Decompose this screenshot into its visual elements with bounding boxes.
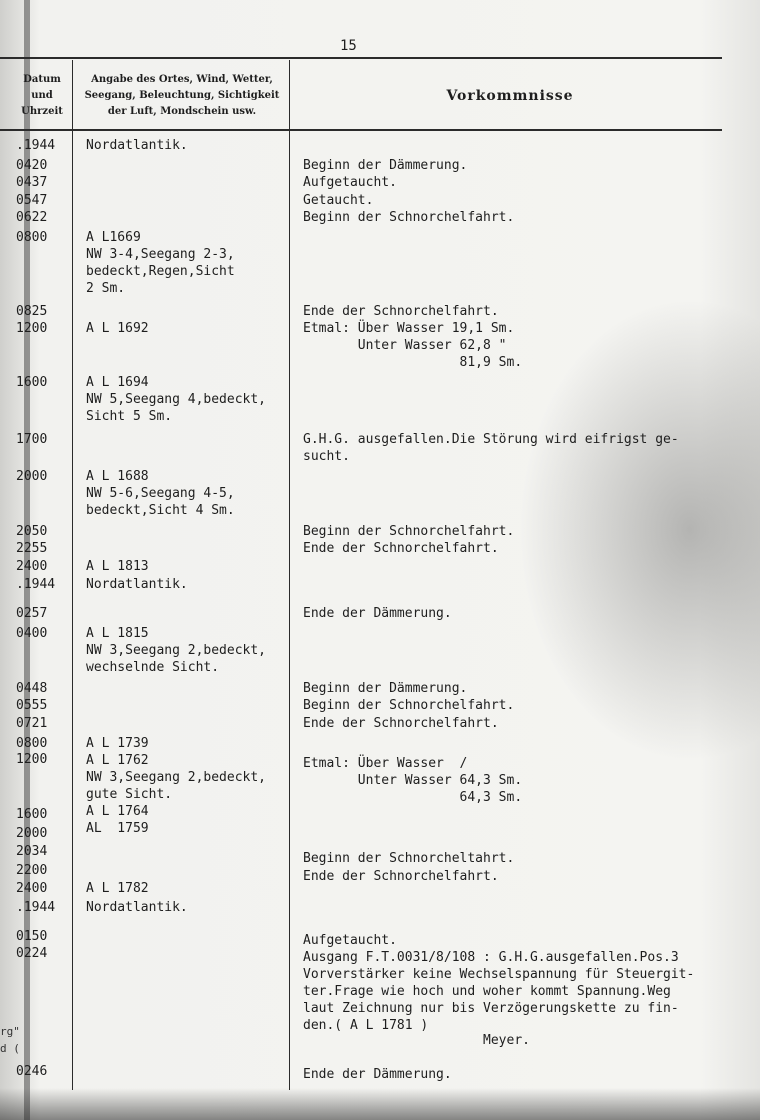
time-entry: 0721 [16, 716, 48, 731]
time-entry: 1200 [16, 321, 48, 336]
time-entry: 2000 [16, 469, 48, 484]
event-entry: Ende der Schnorchelfahrt. [303, 869, 499, 884]
time-entry: .1944 [16, 577, 56, 592]
place-entry: Nordatlantik. [86, 900, 188, 915]
time-entry: 0246 [16, 1064, 48, 1079]
event-entry: Beginn der Schnorchelfahrt. [303, 524, 515, 539]
event-entry: Getaucht. [303, 193, 374, 208]
time-entry: 0437 [16, 175, 48, 190]
time-entry: 0622 [16, 210, 48, 225]
time-entry: 0257 [16, 606, 48, 621]
time-entry: 0800 [16, 736, 48, 751]
header-date-time: Datum und Uhrzeit [21, 74, 63, 117]
event-entry: Beginn der Schnorchelfahrt. [303, 698, 515, 713]
event-entry: Etmal: Über Wasser 19,1 Sm. [303, 321, 515, 336]
column-divider-2 [289, 60, 290, 1090]
event-entry: Beginn der Schnorchelfahrt. [303, 210, 515, 225]
time-entry: 0555 [16, 698, 48, 713]
time-entry: 1700 [16, 432, 48, 447]
time-entry: 2034 [16, 844, 48, 859]
place-entry: A L 1815 NW 3,Seegang 2,bedeckt, wechselnde Sicht. [86, 626, 267, 675]
time-entry: 0547 [16, 193, 48, 208]
place-entry: A L 1739 A L 1762 NW 3,Seegang 2,bedeckt, gute Sicht. A L 1764 AL 1759 [86, 736, 267, 836]
time-entry: 0825 [16, 304, 48, 319]
time-entry: 2200 [16, 863, 48, 878]
header-place-weather: Angabe des Ortes, Wind, Wetter, Seegang, Beleuchtung, Sichtigkeit der Luft, Mondschein usw. [84, 74, 280, 117]
event-entry: Unter Wasser 62,8 " [303, 338, 507, 353]
time-entry: 0800 [16, 230, 48, 245]
event-entry: Beginn der Schnorcheltahrt. [303, 851, 515, 866]
time-entry: 0448 [16, 681, 48, 696]
time-entry: 0400 [16, 626, 48, 641]
time-entry: 2400 [16, 881, 48, 896]
place-entry: A L 1694 NW 5,Seegang 4,bedeckt, Sicht 5 Sm. [86, 375, 267, 424]
header-rule [0, 129, 722, 131]
page-number: 15 [340, 38, 357, 54]
event-entry: Ende der Schnorchelfahrt. [303, 541, 499, 556]
event-entry: Aufgetaucht. [303, 933, 397, 948]
event-entry: Ausgang F.T.0031/8/108 : G.H.G.ausgefallen.Pos.3 Vorverstärker keine Wechselspannung für Steuergit- ter.Frage wie hoch und woher kommt Spannung.Weg laut Zeichnung nur bis Verzögerungskette zu fin- den.( A L 1781 ) [303, 950, 695, 1033]
top-rule [0, 57, 722, 59]
event-entry: Beginn der Dämmerung. [303, 158, 468, 173]
time-entry: 0420 [16, 158, 48, 173]
header-events: Vorkommnisse [446, 88, 574, 104]
time-entry: 1600 [16, 375, 48, 390]
place-entry: Nordatlantik. [86, 138, 188, 153]
place-entry: A L 1782 [86, 881, 149, 896]
event-entry: 64,3 Sm. [303, 790, 523, 805]
time-entry: 0224 [16, 946, 48, 961]
time-entry: 1600 [16, 807, 48, 822]
event-entry: Ende der Schnorchelfahrt. [303, 716, 499, 731]
event-entry: Beginn der Dämmerung. [303, 681, 468, 696]
time-entry: 0150 [16, 929, 48, 944]
scan-shadow [0, 1088, 760, 1120]
event-entry: Meyer. [303, 1033, 530, 1048]
time-entry: 2255 [16, 541, 48, 556]
event-entry: G.H.G. ausgefallen.Die Störung wird eifrigst ge- sucht. [303, 432, 679, 464]
time-entry: .1944 [16, 138, 56, 153]
event-entry: Ende der Dämmerung. [303, 1067, 452, 1082]
time-entry: 2000 [16, 826, 48, 841]
place-entry: A L 1692 [86, 321, 149, 336]
place-entry: A L 1688 NW 5-6,Seegang 4-5, bedeckt,Sicht 4 Sm. [86, 469, 235, 518]
place-entry: Nordatlantik. [86, 577, 188, 592]
time-entry: 1200 [16, 752, 48, 767]
event-entry: Ende der Dämmerung. [303, 606, 452, 621]
place-entry: A L 1813 [86, 559, 149, 574]
event-entry: Aufgetaucht. [303, 175, 397, 190]
event-entry: Ende der Schnorchelfahrt. [303, 304, 499, 319]
time-entry: 2050 [16, 524, 48, 539]
time-entry: .1944 [16, 900, 56, 915]
margin-note: rg" [0, 1025, 20, 1038]
margin-note: d ( [0, 1042, 20, 1055]
event-entry: 81,9 Sm. [303, 355, 523, 370]
time-entry: 2400 [16, 559, 48, 574]
event-entry: Unter Wasser 64,3 Sm. [303, 773, 523, 788]
place-entry: A L1669 NW 3-4,Seegang 2-3, bedeckt,Regen,Sicht 2 Sm. [86, 230, 235, 296]
event-entry: Etmal: Über Wasser / [303, 756, 468, 771]
